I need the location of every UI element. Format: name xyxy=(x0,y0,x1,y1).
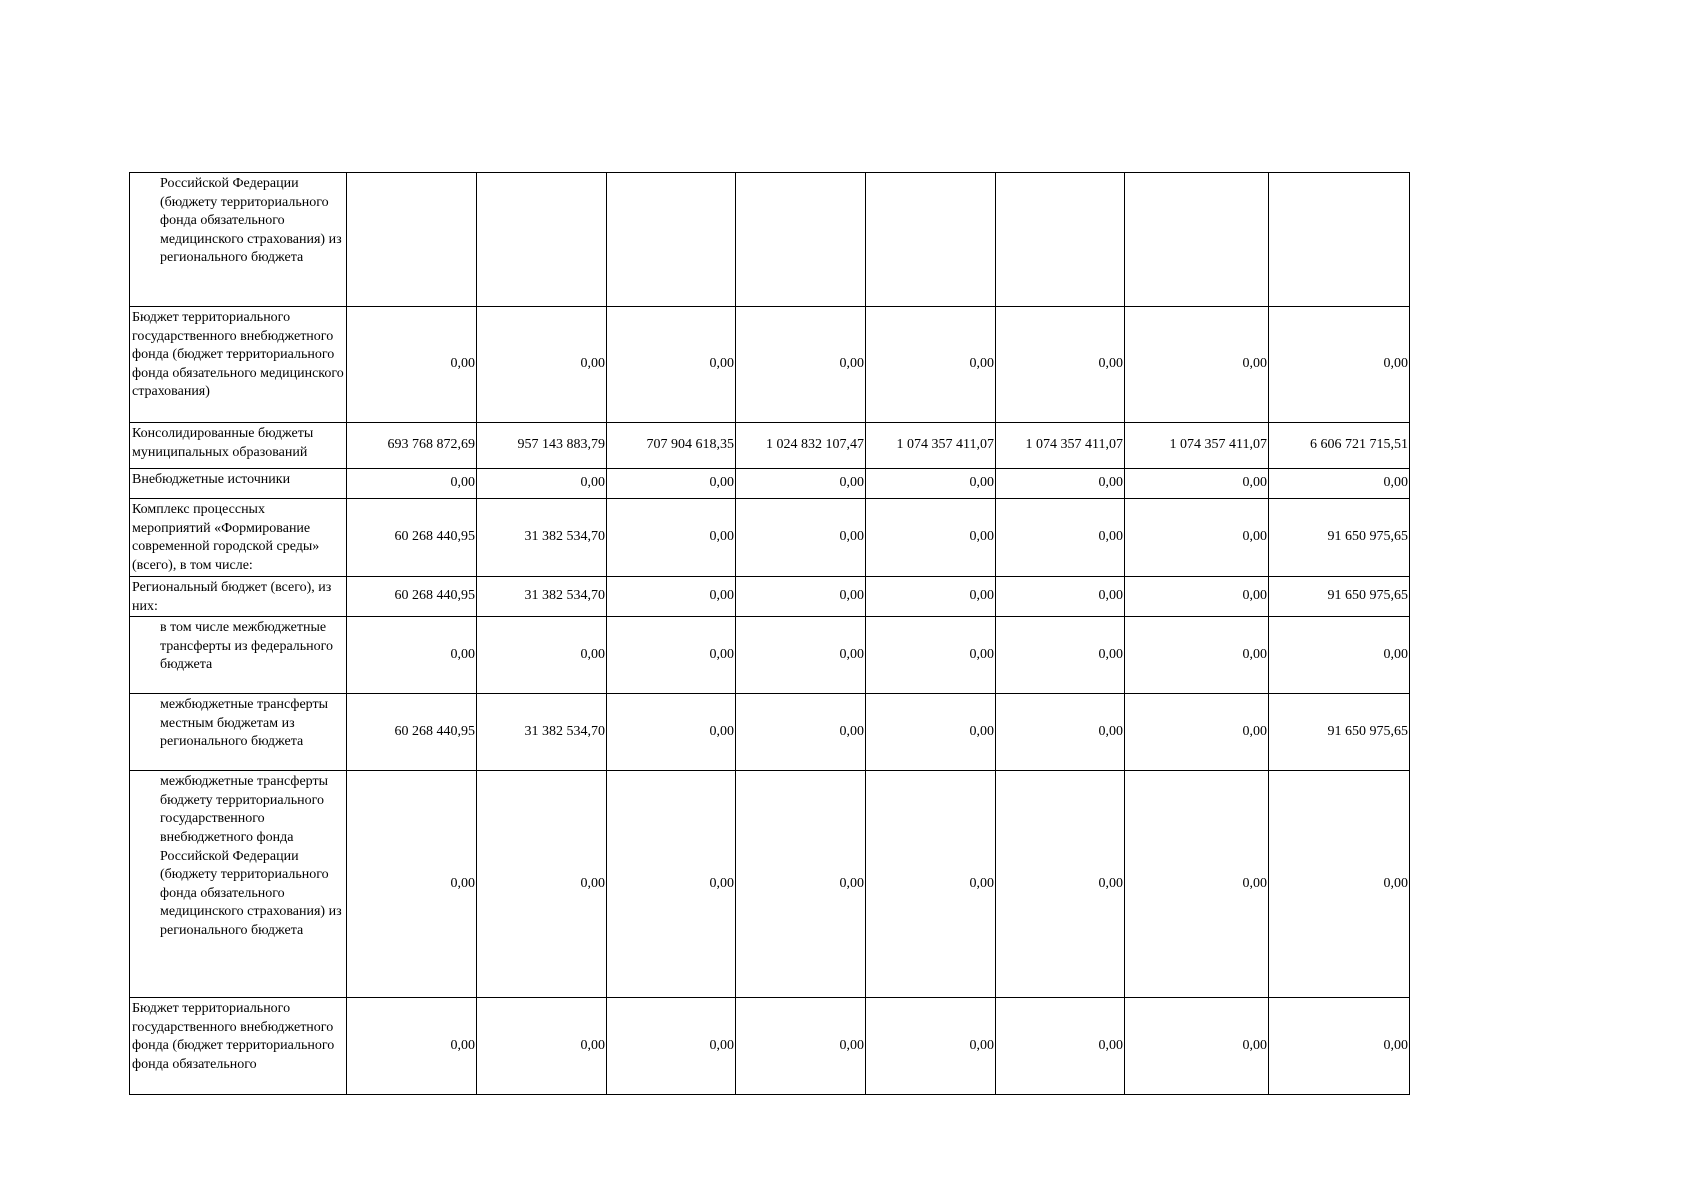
value-cell: 0,00 xyxy=(736,307,866,423)
value-cell: 0,00 xyxy=(866,771,996,998)
value-cell: 0,00 xyxy=(477,771,607,998)
value-cell: 0,00 xyxy=(996,577,1125,617)
value-cell: 693 768 872,69 xyxy=(347,423,477,469)
value-cell: 0,00 xyxy=(1125,499,1269,577)
value-cell: 0,00 xyxy=(347,469,477,499)
value-cell: 91 650 975,65 xyxy=(1269,577,1410,617)
row-label: Российской Федерации (бюджету территориального фонда обязательного медицинского страхования) из регионального бюджета xyxy=(130,173,347,307)
value-cell: 0,00 xyxy=(607,469,736,499)
value-cell xyxy=(607,173,736,307)
value-cell: 91 650 975,65 xyxy=(1269,499,1410,577)
value-cell: 6 606 721 715,51 xyxy=(1269,423,1410,469)
table-row xyxy=(130,577,1410,617)
value-cell: 0,00 xyxy=(736,998,866,1095)
value-cell: 31 382 534,70 xyxy=(477,499,607,577)
table-row xyxy=(130,617,1410,694)
row-label: Бюджет территориального государственного внебюджетного фонда (бюджет территориального фонда обязательного медицинского страхования) xyxy=(130,307,347,423)
value-cell: 0,00 xyxy=(607,577,736,617)
value-cell: 0,00 xyxy=(996,469,1125,499)
value-cell: 0,00 xyxy=(1125,771,1269,998)
value-cell: 0,00 xyxy=(607,307,736,423)
value-cell: 0,00 xyxy=(996,771,1125,998)
table-row xyxy=(130,307,1410,423)
value-cell: 0,00 xyxy=(1269,617,1410,694)
value-cell xyxy=(736,173,866,307)
value-cell: 0,00 xyxy=(736,771,866,998)
value-cell: 31 382 534,70 xyxy=(477,694,607,771)
value-cell: 707 904 618,35 xyxy=(607,423,736,469)
value-cell: 1 074 357 411,07 xyxy=(996,423,1125,469)
value-cell xyxy=(347,173,477,307)
value-cell: 0,00 xyxy=(347,771,477,998)
row-label: Комплекс процессных мероприятий «Формирование современной городской среды» (всего), в том числе: xyxy=(130,499,347,577)
value-cell: 0,00 xyxy=(1269,469,1410,499)
value-cell: 1 074 357 411,07 xyxy=(866,423,996,469)
value-cell: 0,00 xyxy=(866,998,996,1095)
value-cell: 0,00 xyxy=(866,577,996,617)
row-label: межбюджетные трансферты бюджету территориального государственного внебюджетного фонда Российской Федерации (бюджету территориального фонда обязательного медицинского страхования) из регионального бюджета xyxy=(130,771,347,998)
value-cell xyxy=(996,173,1125,307)
value-cell: 0,00 xyxy=(477,998,607,1095)
value-cell: 0,00 xyxy=(607,499,736,577)
row-label: Внебюджетные источники xyxy=(130,469,347,499)
value-cell: 0,00 xyxy=(1269,998,1410,1095)
value-cell: 0,00 xyxy=(866,307,996,423)
value-cell: 0,00 xyxy=(866,499,996,577)
value-cell: 0,00 xyxy=(607,771,736,998)
value-cell: 0,00 xyxy=(736,469,866,499)
table-row xyxy=(130,771,1410,998)
value-cell: 0,00 xyxy=(866,469,996,499)
value-cell: 60 268 440,95 xyxy=(347,499,477,577)
table-row xyxy=(130,998,1410,1095)
value-cell: 0,00 xyxy=(1125,694,1269,771)
value-cell: 0,00 xyxy=(996,499,1125,577)
value-cell: 0,00 xyxy=(996,694,1125,771)
value-cell: 957 143 883,79 xyxy=(477,423,607,469)
value-cell: 0,00 xyxy=(736,617,866,694)
row-label: в том числе межбюджетные трансферты из федерального бюджета xyxy=(130,617,347,694)
row-label: межбюджетные трансферты местным бюджетам из регионального бюджета xyxy=(130,694,347,771)
value-cell: 0,00 xyxy=(477,617,607,694)
table-row xyxy=(130,469,1410,499)
value-cell: 0,00 xyxy=(1125,998,1269,1095)
value-cell: 0,00 xyxy=(1125,469,1269,499)
value-cell xyxy=(1125,173,1269,307)
table-row xyxy=(130,173,1410,307)
value-cell: 0,00 xyxy=(347,617,477,694)
value-cell xyxy=(866,173,996,307)
value-cell: 31 382 534,70 xyxy=(477,577,607,617)
value-cell: 0,00 xyxy=(477,307,607,423)
value-cell: 0,00 xyxy=(1125,307,1269,423)
value-cell: 0,00 xyxy=(996,998,1125,1095)
value-cell: 0,00 xyxy=(607,998,736,1095)
value-cell: 0,00 xyxy=(1269,771,1410,998)
row-label: Бюджет территориального государственного внебюджетного фонда (бюджет территориального фонда обязательного xyxy=(130,998,347,1095)
value-cell xyxy=(477,173,607,307)
value-cell: 1 024 832 107,47 xyxy=(736,423,866,469)
table-row xyxy=(130,499,1410,577)
value-cell: 0,00 xyxy=(347,307,477,423)
row-label: Консолидированные бюджеты муниципальных образований xyxy=(130,423,347,469)
value-cell: 0,00 xyxy=(1269,307,1410,423)
budget-funding-table xyxy=(129,172,1410,1095)
value-cell: 0,00 xyxy=(1125,617,1269,694)
value-cell: 0,00 xyxy=(477,469,607,499)
value-cell: 0,00 xyxy=(866,694,996,771)
value-cell: 0,00 xyxy=(996,617,1125,694)
value-cell: 0,00 xyxy=(347,998,477,1095)
value-cell: 91 650 975,65 xyxy=(1269,694,1410,771)
value-cell: 0,00 xyxy=(736,694,866,771)
value-cell: 0,00 xyxy=(736,499,866,577)
value-cell: 1 074 357 411,07 xyxy=(1125,423,1269,469)
value-cell: 0,00 xyxy=(607,694,736,771)
value-cell: 60 268 440,95 xyxy=(347,577,477,617)
value-cell: 0,00 xyxy=(1125,577,1269,617)
value-cell: 0,00 xyxy=(866,617,996,694)
table-row xyxy=(130,423,1410,469)
value-cell xyxy=(1269,173,1410,307)
table-row xyxy=(130,694,1410,771)
value-cell: 0,00 xyxy=(996,307,1125,423)
value-cell: 0,00 xyxy=(607,617,736,694)
value-cell: 0,00 xyxy=(736,577,866,617)
value-cell: 60 268 440,95 xyxy=(347,694,477,771)
row-label: Региональный бюджет (всего), из них: xyxy=(130,577,347,617)
